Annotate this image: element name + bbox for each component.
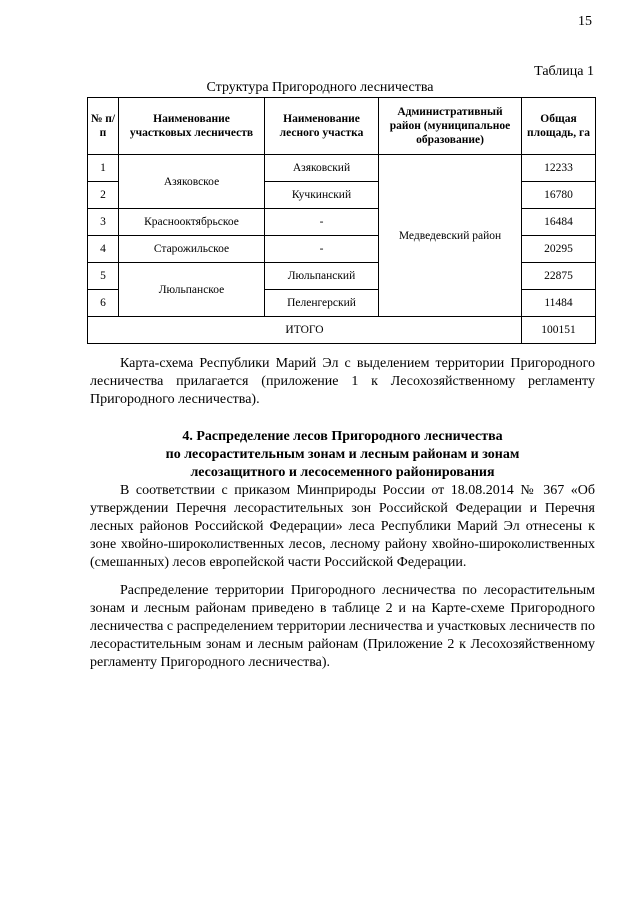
table-total-row [88,317,596,344]
header-district: Наименование участковых лесничеств [119,98,265,155]
cell-plot: Кучкинский [265,182,379,209]
cell-num: 2 [88,182,119,209]
cell-area: 20295 [522,236,596,263]
cell-area: 16780 [522,182,596,209]
forestry-structure-table [87,97,596,344]
cell-plot: Азяковский [265,155,379,182]
cell-num: 3 [88,209,119,236]
cell-plot: - [265,236,379,263]
cell-num: 1 [88,155,119,182]
header-admin: Административный район (муниципальное образование) [379,98,522,155]
page-number: 15 [578,14,592,29]
heading-line: по лесорастительным зонам и лесным районам и зонам [165,447,520,462]
cell-district: Люльпанское [119,263,265,317]
header-area: Общая площадь, га [522,98,596,155]
cell-area: 11484 [522,290,596,317]
cell-district: Старожильское [119,236,265,263]
order-paragraph: В соответствии с приказом Минприроды России от 18.08.2014 № 367 «Об утверждении Перечня лесорастительных зон Российской Федерации и Перечня лесных районов Российской Федерации» леса Республики Марий Эл отнесены к зоне хвойно-широколиственных лесов, лесному району хвойно-широколиственных (смешанных) лесов европейской части Российской Федерации. [90,483,595,570]
cell-plot: Пеленгерский [265,290,379,317]
cell-area: 16484 [522,209,596,236]
header-num: № п/п [88,98,119,155]
cell-num: 4 [88,236,119,263]
table-header-row [88,98,596,155]
cell-area: 22875 [522,263,596,290]
distribution-paragraph: Распределение территории Пригородного лесничества по лесорастительным зонам и лесным районам приведено в таблице 2 и на Карте-схеме Пригородного лесничества с распределением территории лесничества и участковых лесничеств по лесорастительным зонам и лесным районам (Приложение 2 к Лесохозяйственному регламенту Пригородного лесничества). [90,583,595,670]
cell-admin: Медведевский район [379,155,522,317]
section-heading [90,428,595,482]
heading-line: 4. Распределение лесов Пригородного лесничества [182,429,503,444]
table-label: Таблица 1 [534,64,594,79]
cell-plot: Люльпанский [265,263,379,290]
total-value: 100151 [522,317,596,344]
table-row [88,155,596,182]
cell-district: Краснооктябрьское [119,209,265,236]
cell-plot: - [265,209,379,236]
cell-district: Азяковское [119,155,265,209]
cell-num: 5 [88,263,119,290]
cell-area: 12233 [522,155,596,182]
table-title: Структура Пригородного лесничества [206,80,434,95]
cell-num: 6 [88,290,119,317]
map-paragraph: Карта-схема Республики Марий Эл с выделением территории Пригородного лесничества прилагается (приложение 1 к Лесохозяйственному регламенту Пригородного лесничества). [90,356,595,407]
total-label: ИТОГО [88,317,522,344]
heading-line: лесозащитного и лесосеменного районирования [190,465,495,480]
header-plot: Наименование лесного участка [265,98,379,155]
